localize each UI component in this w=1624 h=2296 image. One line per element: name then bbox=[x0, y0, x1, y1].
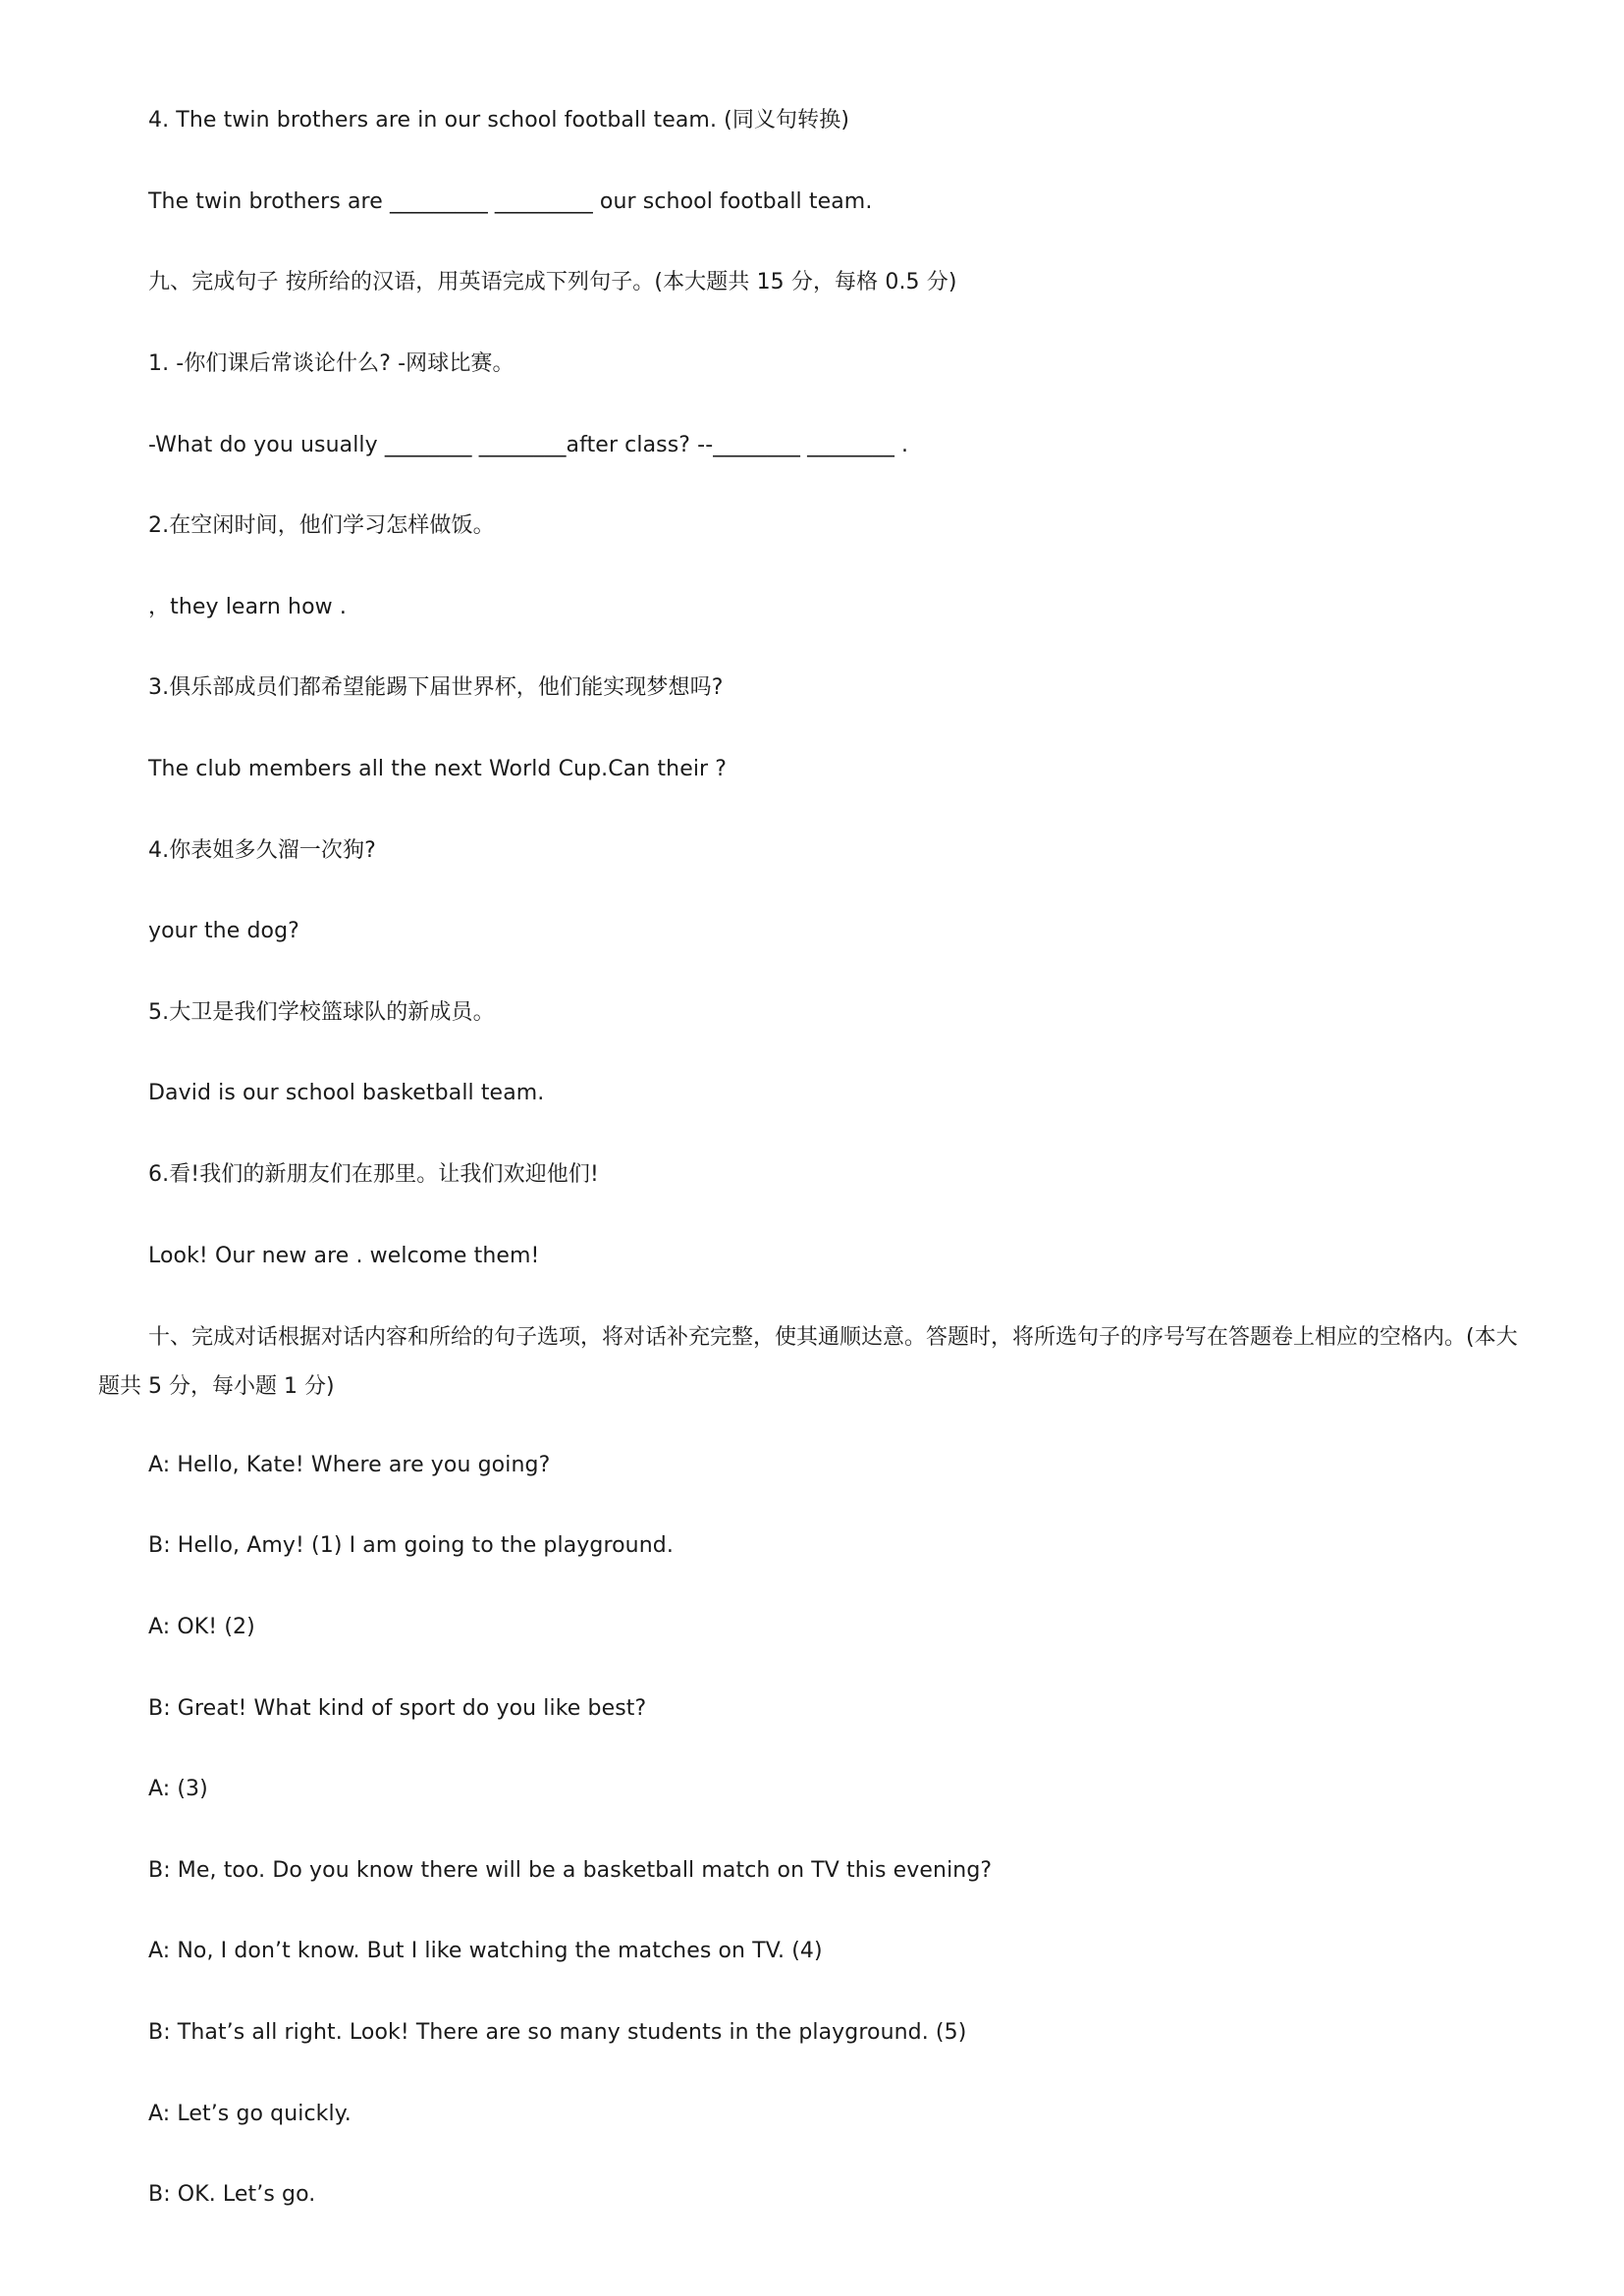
sentence-2-english: ，they learn how . bbox=[148, 595, 347, 619]
sentence-6-chinese: 6.看!我们的新朋友们在那里。让我们欢迎他们! bbox=[148, 1162, 599, 1187]
sentence-2-chinese: 2.在空闲时间，他们学习怎样做饭。 bbox=[148, 513, 495, 538]
question-4-answer-line: The twin brothers are _________ _________ our school football team. bbox=[148, 189, 873, 214]
dialogue-line-1: A: Hello, Kate! Where are you going? bbox=[148, 1453, 551, 1477]
sentence-4-english: your the dog? bbox=[148, 919, 299, 943]
dialogue-line-8: B: That’s all right. Look! There are so many students in the playground. (5) bbox=[148, 2020, 967, 2045]
dialogue-line-9: A: Let’s go quickly. bbox=[148, 2102, 352, 2126]
sentence-5-english: David is our school basketball team. bbox=[148, 1081, 545, 1105]
sentence-6-english: Look! Our new are . welcome them! bbox=[148, 1244, 540, 1268]
section-ten-heading: 十、完成对话根据对话内容和所给的句子选项，将对话补充完整，使其通顺达意。答题时，将所选句子的序号写在答题卷上相应的空格内。(本大题共 5 分，每小题 1 分) bbox=[98, 1325, 1518, 1399]
dialogue-line-3: A: OK! (2) bbox=[148, 1615, 255, 1639]
dialogue-line-5: A: (3) bbox=[148, 1777, 208, 1801]
sentence-4-chinese: 4.你表姐多久溜一次狗? bbox=[148, 838, 376, 863]
sentence-1-chinese: 1. -你们课后常谈论什么? -网球比赛。 bbox=[148, 351, 514, 376]
dialogue-line-10: B: OK. Let’s go. bbox=[148, 2182, 316, 2207]
question-4-rewrite: 4. The twin brothers are in our school football team. (同义句转换) bbox=[148, 108, 850, 133]
sentence-3-english: The club members all the next World Cup.Can their ? bbox=[148, 757, 728, 781]
sentence-5-chinese: 5.大卫是我们学校篮球队的新成员。 bbox=[148, 1000, 495, 1025]
dialogue-line-4: B: Great! What kind of sport do you like best? bbox=[148, 1696, 647, 1721]
dialogue-line-2: B: Hello, Amy! (1) I am going to the playground. bbox=[148, 1533, 674, 1558]
dialogue-line-7: A: No, I don’t know. But I like watching the matches on TV. (4) bbox=[148, 1939, 823, 1963]
sentence-3-chinese: 3.俱乐部成员们都希望能踢下届世界杯，他们能实现梦想吗? bbox=[148, 675, 724, 700]
section-nine-heading: 九、完成句子 按所给的汉语，用英语完成下列句子。(本大题共 15 分，每格 0.5 分) bbox=[148, 270, 957, 294]
dialogue-line-6: B: Me, too. Do you know there will be a basketball match on TV this evening? bbox=[148, 1858, 993, 1883]
sentence-1-english: -What do you usually ________ ________after class? --________ ________ . bbox=[148, 433, 909, 457]
